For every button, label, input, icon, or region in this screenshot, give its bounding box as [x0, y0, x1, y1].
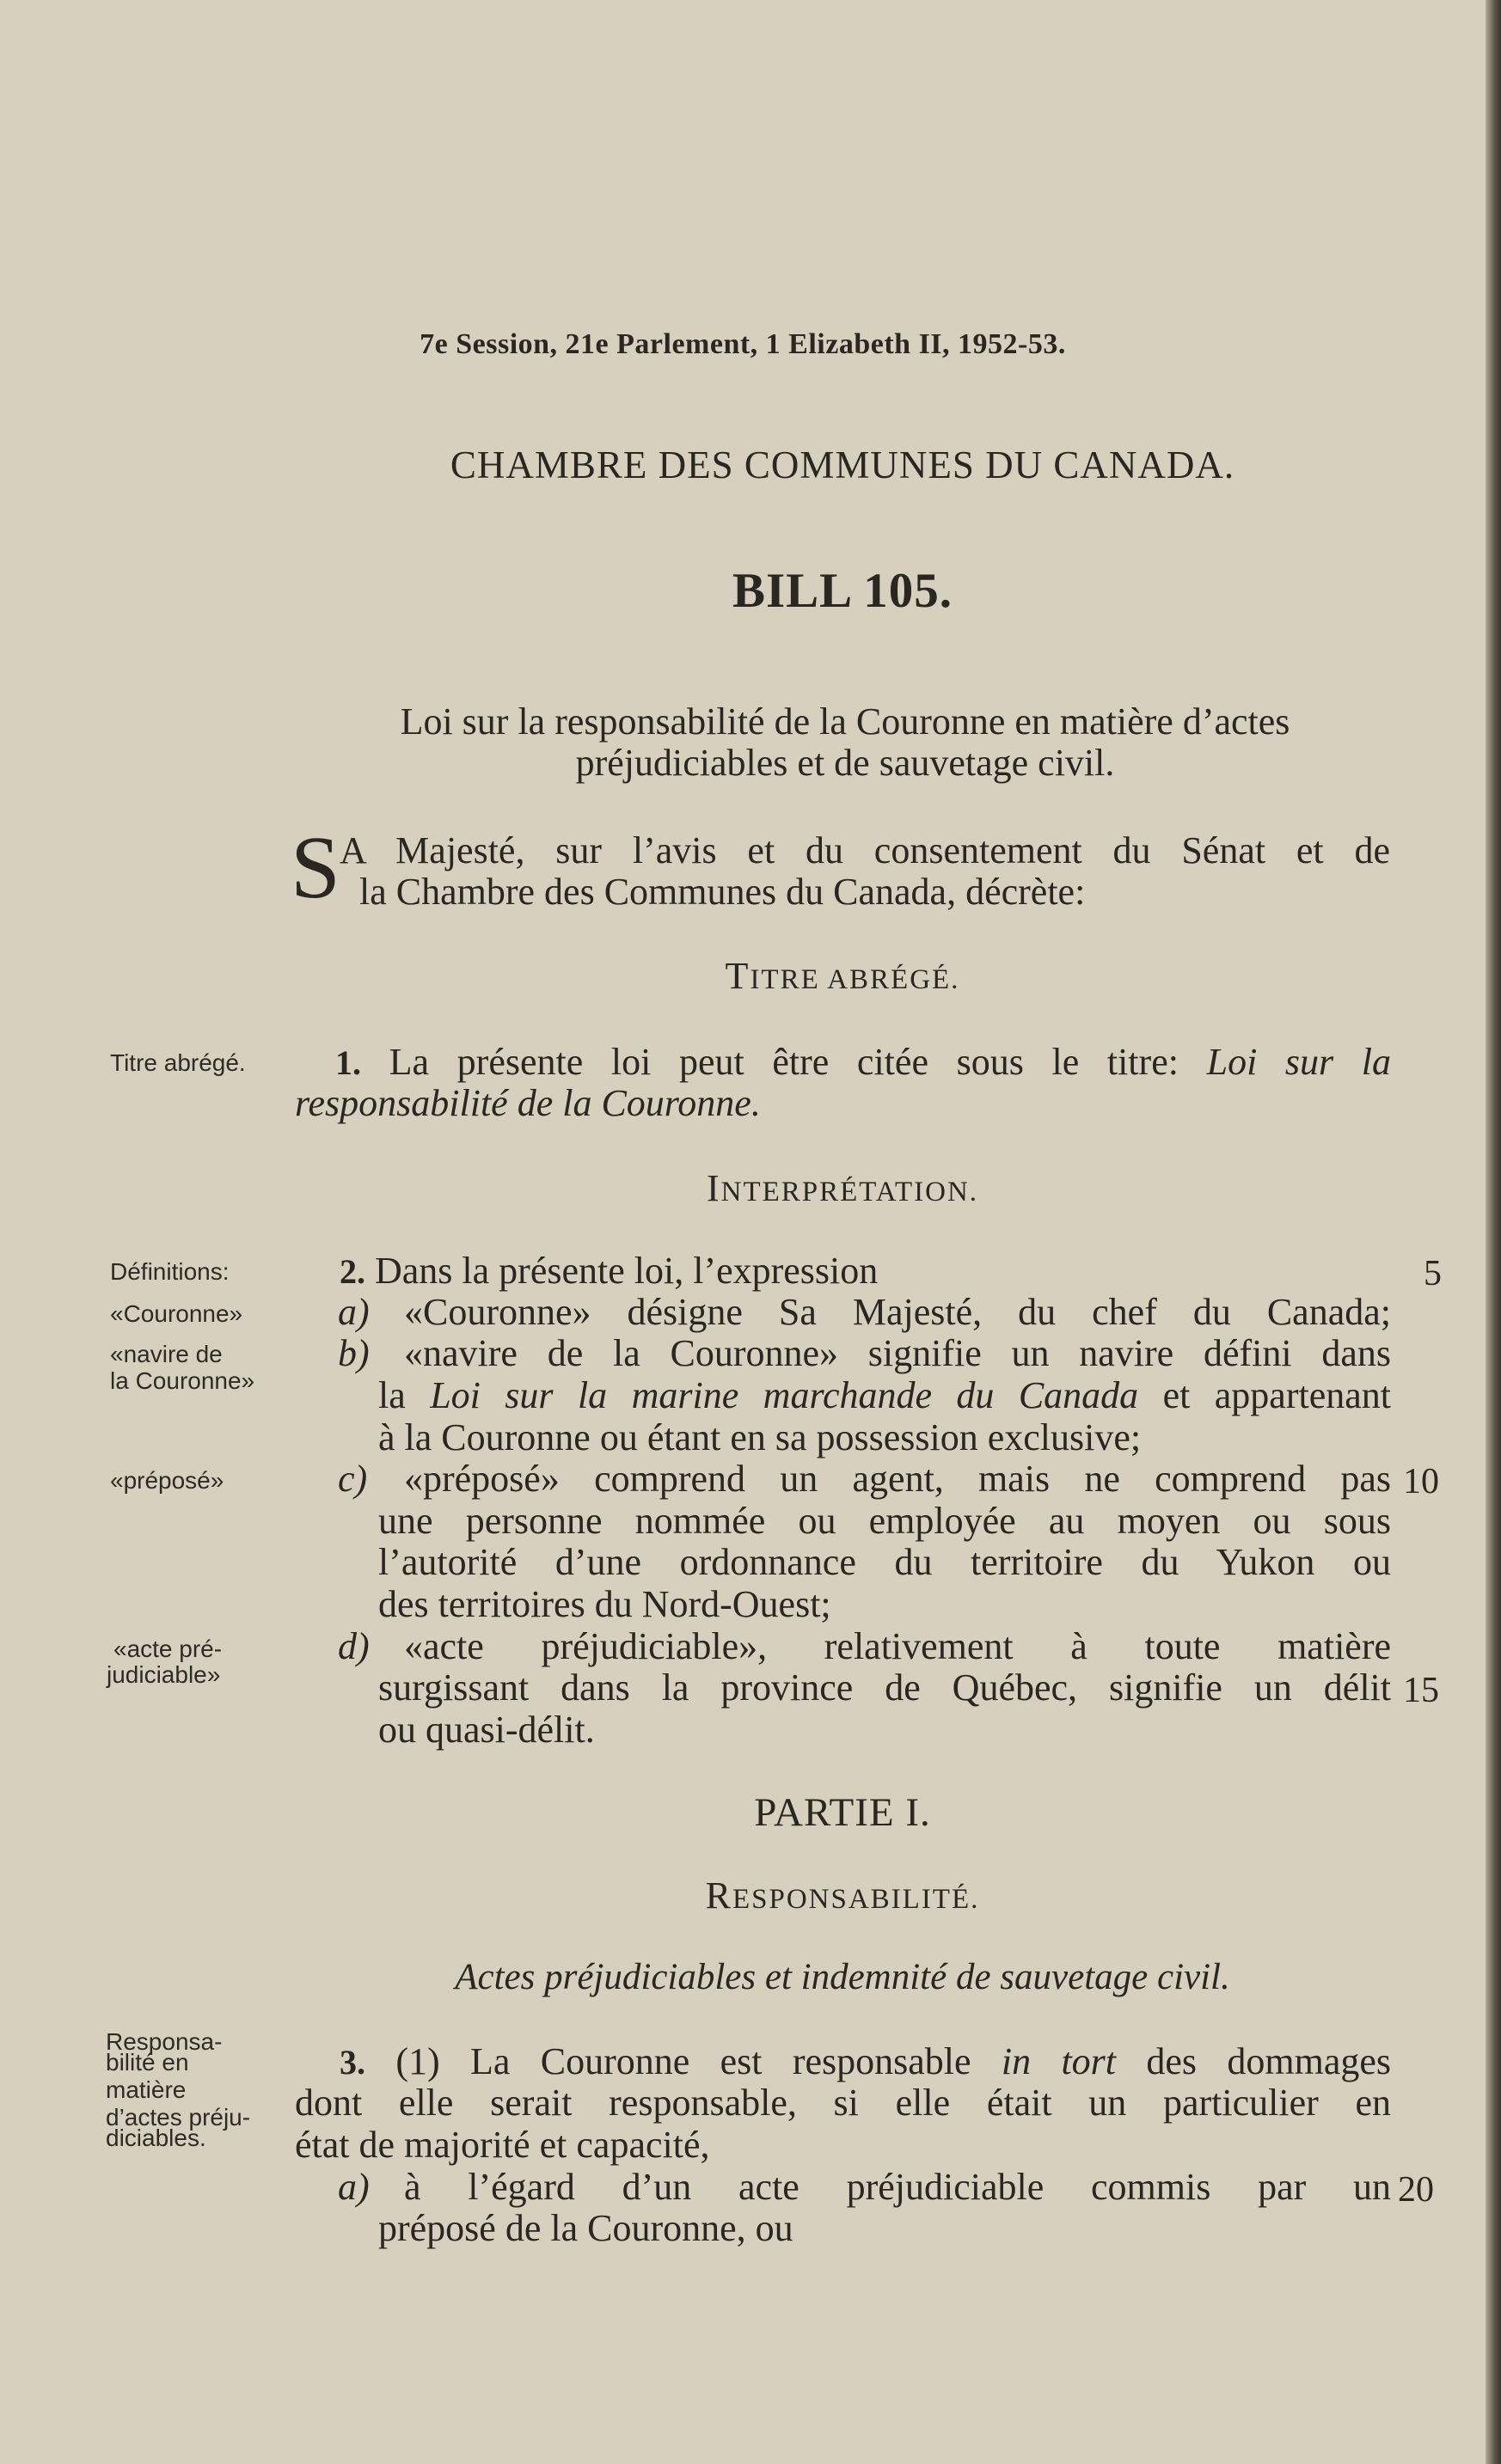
margin-note-navire-2: la Couronne»: [110, 1367, 255, 1394]
margin-note-resp-5: diciables.: [106, 2125, 206, 2151]
heading-titre-abrege: TITRE ABRÉGÉ.: [725, 955, 960, 997]
section-2-d-label: d): [338, 1625, 370, 1667]
section-2-b-label: b): [338, 1332, 370, 1374]
section-3-a-label: a): [338, 2166, 370, 2208]
preamble-dropcap: S: [291, 818, 340, 917]
section-2-b-line-2: la Loi sur la marine marchande du Canada et appartenant: [378, 1374, 1391, 1416]
margin-note-definitions: Définitions:: [110, 1258, 230, 1285]
section-1-line-2: responsabilité de la Couronne.: [295, 1082, 761, 1124]
section-3-a-line-2: préposé de la Couronne, ou: [378, 2207, 793, 2249]
margin-note-resp-2: bilité en: [106, 2049, 189, 2076]
margin-note-prepose: «préposé»: [110, 1467, 224, 1494]
section-2-d-line-3: ou quasi-délit.: [378, 1709, 595, 1751]
margin-note-titre-abrege: Titre abrégé.: [110, 1049, 246, 1076]
subheading-actes: Actes préjudiciables et indemnité de sauvetage civil.: [455, 1957, 1230, 1997]
section-2-a-label: a): [338, 1291, 370, 1333]
line-number-10: 10: [1403, 1462, 1439, 1501]
preamble-line-1: A Majesté, sur l’avis et du consentement du Sénat et de: [340, 829, 1390, 871]
bill-number: BILL 105.: [732, 564, 953, 618]
section-1-number: 1.: [335, 1043, 361, 1082]
section-2-d-line-2: surgissant dans la province de Québec, signifie un délit: [378, 1666, 1391, 1709]
section-2-c-line-1: «préposé» comprend un agent, mais ne comprend pas: [404, 1458, 1391, 1500]
part-heading: PARTIE I.: [754, 1790, 931, 1835]
heading-interpretation: INTERPRÉTATION.: [706, 1167, 979, 1209]
heading-responsabilite: RESPONSABILITÉ.: [705, 1874, 980, 1917]
section-3-line-1: 3. (1) La Couronne est responsable in tort des dommages: [340, 2040, 1392, 2082]
section-1-line-1: 1. La présente loi peut être citée sous le titre: Loi sur la: [335, 1041, 1392, 1083]
bill-title-line-2: préjudiciables et de sauvetage civil.: [575, 742, 1115, 784]
section-2-a-text: «Couronne» désigne Sa Majesté, du chef du Canada;: [404, 1291, 1391, 1333]
section-3-line-2: dont elle serait responsable, si elle était un particulier en: [295, 2082, 1391, 2124]
section-2-c-line-2: une personne nommée ou employée au moyen ou sous: [378, 1500, 1391, 1542]
section-2-c-label: c): [338, 1458, 368, 1500]
margin-note-couronne: «Couronne»: [110, 1300, 243, 1327]
section-2-b-line-3: à la Couronne ou étant en sa possession exclusive;: [378, 1416, 1142, 1458]
section-3-a-line-1: à l’égard d’un acte préjudiciable commis par un: [404, 2166, 1391, 2208]
section-2-c-line-3: l’autorité d’une ordonnance du territoire du Yukon ou: [378, 1541, 1391, 1583]
bill-title-line-1: Loi sur la responsabilité de la Couronne en matière d’actes: [400, 700, 1290, 743]
section-3-line-3: état de majorité et capacité,: [295, 2124, 710, 2166]
session-header: 7e Session, 21e Parlement, 1 Elizabeth II, 1952-53.: [420, 328, 1066, 360]
margin-note-acte-1: «acte pré-: [113, 1636, 223, 1662]
margin-note-resp-3: matière: [106, 2076, 187, 2103]
section-2-c-line-4: des territoires du Nord-Ouest;: [378, 1583, 831, 1625]
section-2-b-line-1: «navire de la Couronne» signifie un navire défini dans: [404, 1332, 1391, 1374]
line-number-15: 15: [1403, 1671, 1439, 1710]
margin-note-acte-2: judiciable»: [107, 1661, 221, 1688]
section-3-number: 3.: [340, 2043, 365, 2082]
margin-note-resp-1: Responsa-: [106, 2028, 223, 2055]
margin-note-resp-4: d’actes préju-: [106, 2104, 251, 2131]
chamber-title: CHAMBRE DES COMMUNES DU CANADA.: [450, 443, 1235, 486]
line-number-5: 5: [1424, 1254, 1442, 1293]
section-2-number: 2.: [340, 1252, 365, 1291]
page-edge-shadow: [1486, 0, 1501, 2464]
margin-note-navire-1: «navire de: [110, 1341, 223, 1367]
line-number-20: 20: [1398, 2170, 1434, 2210]
section-2-d-line-1: «acte préjudiciable», relativement à toute matière: [404, 1625, 1391, 1667]
section-2-intro: 2. Dans la présente loi, l’expression: [340, 1250, 879, 1292]
preamble-line-2: la Chambre des Communes du Canada, décrète:: [359, 871, 1086, 913]
